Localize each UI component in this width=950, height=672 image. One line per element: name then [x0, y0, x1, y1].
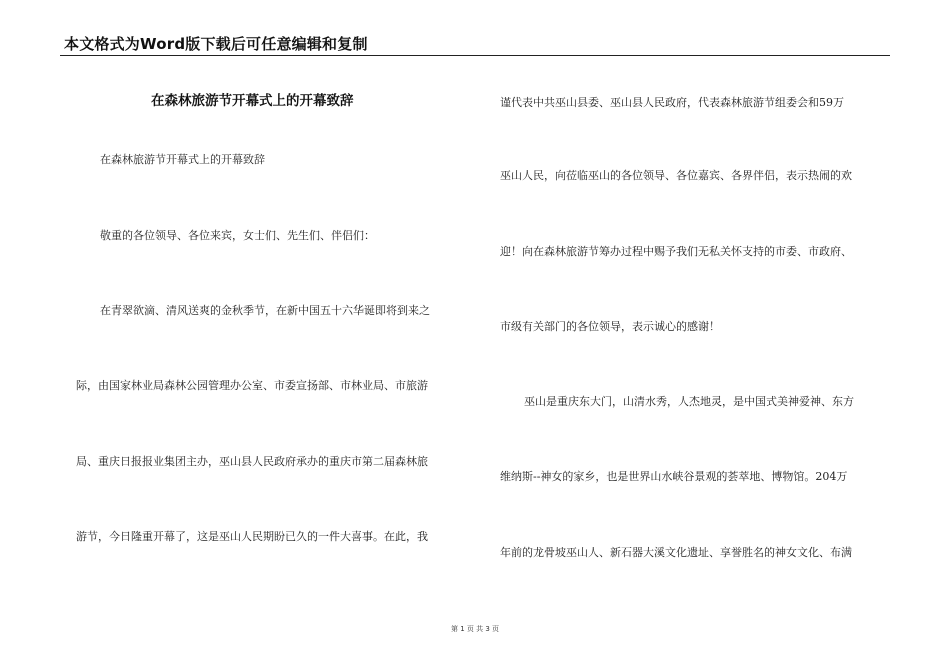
paragraph-line: 际，由国家林业局森林公园管理办公室、市委宣扬部、市林业局、市旅游 [76, 379, 428, 392]
paragraph-line: 游节，今日隆重开幕了，这是巫山人民期盼已久的一件大喜事。在此，我 [76, 530, 428, 543]
document-title: 在森林旅游节开幕式上的开幕致辞 [151, 93, 354, 109]
paragraph-line: 巫山人民，向莅临巫山的各位领导、各位嘉宾、各界伴侣，表示热闹的欢 [500, 169, 852, 182]
paragraph-line: 敬重的各位领导、各位来宾，女士们、先生们、伴侣们： [100, 229, 375, 242]
paragraph-line: 谨代表中共巫山县委、巫山县人民政府，代表森林旅游节组委会和59万 [500, 96, 844, 109]
header-divider [60, 55, 890, 56]
paragraph-line: 市级有关部门的各位领导，表示诚心的感谢！ [500, 320, 720, 333]
paragraph-line: 局、重庆日报报业集团主办，巫山县人民政府承办的重庆市第二届森林旅 [76, 455, 428, 468]
document-header-banner: 本文格式为Word版下载后可任意编辑和复制 [64, 35, 368, 53]
paragraph-line: 在青翠欲滴、清风送爽的金秋季节，在新中国五十六华诞即将到来之 [100, 304, 430, 317]
paragraph-line: 在森林旅游节开幕式上的开幕致辞 [100, 153, 265, 166]
page-number: 第 1 页 共 3 页 [450, 625, 500, 633]
paragraph-line: 巫山是重庆东大门，山清水秀，人杰地灵，是中国式美神爱神、东方 [524, 395, 854, 408]
paragraph-line: 迎！向在森林旅游节筹办过程中赐予我们无私关怀支持的市委、市政府、 [500, 245, 852, 258]
paragraph-line: 年前的龙骨坡巫山人、新石器大溪文化遗址、享誉胜名的神女文化、布满 [500, 546, 852, 559]
paragraph-line: 维纳斯--神女的家乡，也是世界山水峡谷景观的荟萃地、博物馆。204万 [500, 470, 848, 483]
